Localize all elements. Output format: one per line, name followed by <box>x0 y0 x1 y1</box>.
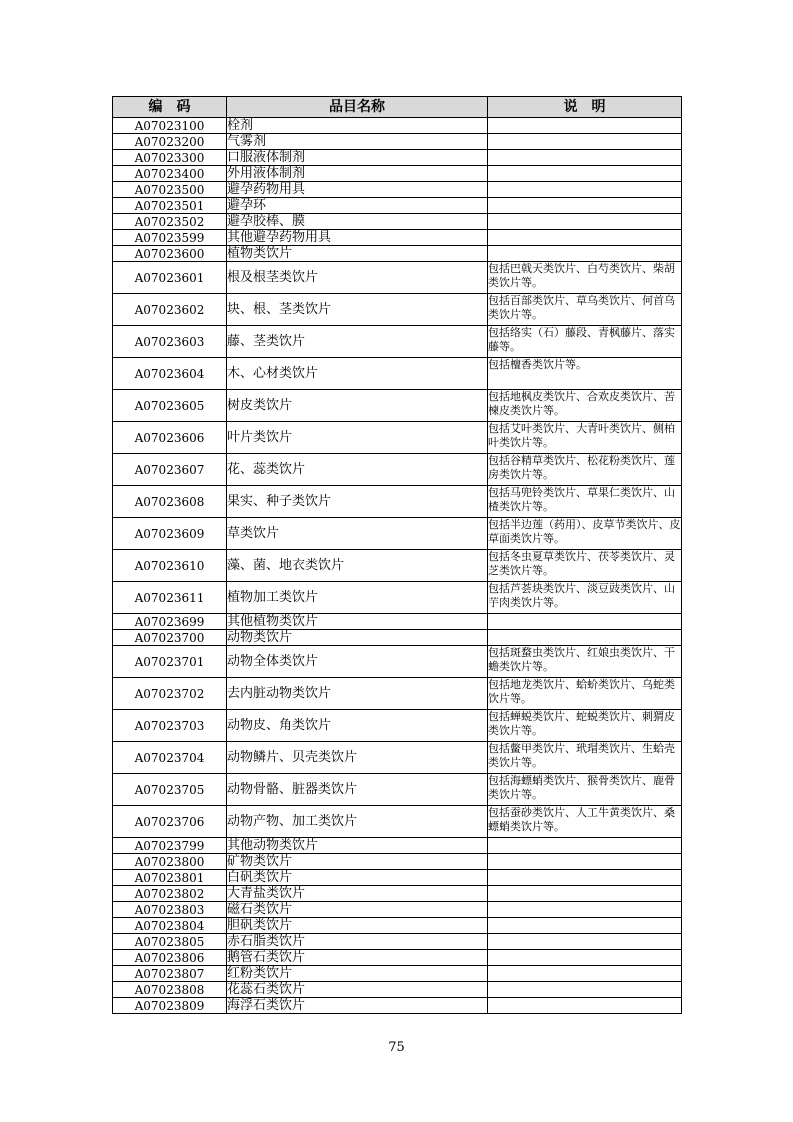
item-code: A07023603 <box>113 326 227 358</box>
table-row <box>113 518 682 550</box>
table-row <box>113 646 682 678</box>
table-row <box>113 678 682 710</box>
item-name: 其他避孕药物用具 <box>227 230 488 246</box>
catalog-table <box>112 96 682 1014</box>
item-code: A07023801 <box>113 870 227 886</box>
item-code: A07023799 <box>113 838 227 854</box>
item-description <box>488 902 682 918</box>
item-name: 藻、菌、地衣类饮片 <box>227 550 488 582</box>
item-description: 包括巴戟天类饮片、白芍类饮片、柴胡类饮片等。 <box>488 262 682 294</box>
item-description: 包括冬虫夏草类饮片、茯苓类饮片、灵芝类饮片等。 <box>488 550 682 582</box>
item-code: A07023600 <box>113 246 227 262</box>
item-code: A07023607 <box>113 454 227 486</box>
table-row <box>113 998 682 1014</box>
table-row <box>113 262 682 294</box>
item-name: 植物类饮片 <box>227 246 488 262</box>
item-code: A07023602 <box>113 294 227 326</box>
item-description <box>488 918 682 934</box>
table-row <box>113 486 682 518</box>
item-code: A07023609 <box>113 518 227 550</box>
item-description: 包括斑蝥虫类饮片、红娘虫类饮片、干蟾类饮片等。 <box>488 646 682 678</box>
item-description <box>488 870 682 886</box>
item-name: 动物鳞片、贝壳类饮片 <box>227 742 488 774</box>
item-name: 动物产物、加工类饮片 <box>227 806 488 838</box>
header-name: 品目名称 <box>227 97 488 118</box>
table-row <box>113 774 682 806</box>
item-code: A07023706 <box>113 806 227 838</box>
item-description <box>488 934 682 950</box>
item-code: A07023605 <box>113 390 227 422</box>
item-code: A07023608 <box>113 486 227 518</box>
item-description: 包括芦荟块类饮片、淡豆豉类饮片、山芋肉类饮片等。 <box>488 582 682 614</box>
item-description <box>488 214 682 230</box>
item-code: A07023807 <box>113 966 227 982</box>
item-description: 包括百部类饮片、草乌类饮片、何首乌类饮片等。 <box>488 294 682 326</box>
item-description <box>488 998 682 1014</box>
item-name: 避孕胶棒、膜 <box>227 214 488 230</box>
item-code: A07023501 <box>113 198 227 214</box>
table-row <box>113 630 682 646</box>
item-code: A07023804 <box>113 918 227 934</box>
item-description: 包括地枫皮类饮片、合欢皮类饮片、苦楝皮类饮片等。 <box>488 390 682 422</box>
item-code: A07023805 <box>113 934 227 950</box>
item-description: 包括络实（石）藤段、青枫藤片、落实藤等。 <box>488 326 682 358</box>
table-row <box>113 182 682 198</box>
item-name: 木、心材类饮片 <box>227 358 488 390</box>
item-name: 外用液体制剂 <box>227 166 488 182</box>
item-code: A07023610 <box>113 550 227 582</box>
item-description: 包括蝉蜕类饮片、蛇蜕类饮片、刺猬皮类饮片等。 <box>488 710 682 742</box>
item-code: A07023702 <box>113 678 227 710</box>
item-name: 块、根、茎类饮片 <box>227 294 488 326</box>
table-row <box>113 902 682 918</box>
item-name: 去内脏动物类饮片 <box>227 678 488 710</box>
item-description: 包括艾叶类饮片、大青叶类饮片、侧柏叶类饮片等。 <box>488 422 682 454</box>
item-name: 磁石类饮片 <box>227 902 488 918</box>
page-number: 75 <box>388 1040 405 1055</box>
item-code: A07023802 <box>113 886 227 902</box>
item-description <box>488 614 682 630</box>
item-code: A07023100 <box>113 118 227 134</box>
item-name: 白矾类饮片 <box>227 870 488 886</box>
item-code: A07023604 <box>113 358 227 390</box>
item-description: 包括檀香类饮片等。 <box>488 358 682 390</box>
item-code: A07023500 <box>113 182 227 198</box>
item-code: A07023800 <box>113 854 227 870</box>
item-name: 气雾剂 <box>227 134 488 150</box>
item-name: 动物类饮片 <box>227 630 488 646</box>
table-body <box>113 118 682 1014</box>
item-code: A07023611 <box>113 582 227 614</box>
table-row <box>113 806 682 838</box>
item-code: A07023809 <box>113 998 227 1014</box>
item-description <box>488 230 682 246</box>
item-name: 藤、茎类饮片 <box>227 326 488 358</box>
table-row <box>113 934 682 950</box>
table-row <box>113 326 682 358</box>
item-name: 动物全体类饮片 <box>227 646 488 678</box>
item-name: 草类饮片 <box>227 518 488 550</box>
item-name: 红粉类饮片 <box>227 966 488 982</box>
item-code: A07023599 <box>113 230 227 246</box>
table-row <box>113 454 682 486</box>
item-description <box>488 150 682 166</box>
item-code: A07023806 <box>113 950 227 966</box>
item-description <box>488 950 682 966</box>
item-name: 动物皮、角类饮片 <box>227 710 488 742</box>
item-description <box>488 134 682 150</box>
table-row <box>113 982 682 998</box>
item-description <box>488 886 682 902</box>
table-row <box>113 230 682 246</box>
item-code: A07023808 <box>113 982 227 998</box>
item-code: A07023400 <box>113 166 227 182</box>
table-row <box>113 550 682 582</box>
item-name: 花、蕊类饮片 <box>227 454 488 486</box>
item-description <box>488 198 682 214</box>
item-name: 避孕环 <box>227 198 488 214</box>
table-row <box>113 966 682 982</box>
table-row <box>113 294 682 326</box>
table-row <box>113 246 682 262</box>
item-description <box>488 630 682 646</box>
item-code: A07023502 <box>113 214 227 230</box>
table-row <box>113 614 682 630</box>
table-row <box>113 390 682 422</box>
item-code: A07023703 <box>113 710 227 742</box>
item-description <box>488 118 682 134</box>
item-name: 其他植物类饮片 <box>227 614 488 630</box>
item-code: A07023701 <box>113 646 227 678</box>
item-description: 包括海螵蛸类饮片、猴骨类饮片、鹿骨类饮片等。 <box>488 774 682 806</box>
header-desc: 说 明 <box>488 97 682 118</box>
item-description: 包括半边莲（药用）、皮草节类饮片、皮草面类饮片等。 <box>488 518 682 550</box>
item-description: 包括谷精草类饮片、松花粉类饮片、莲房类饮片等。 <box>488 454 682 486</box>
item-name: 赤石脂类饮片 <box>227 934 488 950</box>
item-name: 大青盐类饮片 <box>227 886 488 902</box>
item-name: 海浮石类饮片 <box>227 998 488 1014</box>
item-name: 口服液体制剂 <box>227 150 488 166</box>
item-code: A07023704 <box>113 742 227 774</box>
item-code: A07023699 <box>113 614 227 630</box>
item-code: A07023200 <box>113 134 227 150</box>
item-description <box>488 966 682 982</box>
item-code: A07023601 <box>113 262 227 294</box>
item-description: 包括鳖甲类饮片、玳瑁类饮片、生蛤壳类饮片等。 <box>488 742 682 774</box>
item-name: 胆矾类饮片 <box>227 918 488 934</box>
item-description <box>488 838 682 854</box>
item-code: A07023300 <box>113 150 227 166</box>
item-name: 果实、种子类饮片 <box>227 486 488 518</box>
item-name: 花蕊石类饮片 <box>227 982 488 998</box>
item-description <box>488 182 682 198</box>
table-row <box>113 134 682 150</box>
item-description: 包括马兜铃类饮片、草果仁类饮片、山楂类饮片等。 <box>488 486 682 518</box>
item-code: A07023803 <box>113 902 227 918</box>
item-name: 矿物类饮片 <box>227 854 488 870</box>
item-description <box>488 854 682 870</box>
table-row <box>113 854 682 870</box>
item-name: 叶片类饮片 <box>227 422 488 454</box>
table-row <box>113 838 682 854</box>
item-description: 包括地龙类饮片、蛤蚧类饮片、乌蛇类饮片等。 <box>488 678 682 710</box>
item-name: 树皮类饮片 <box>227 390 488 422</box>
table-row <box>113 198 682 214</box>
item-name: 鹅管石类饮片 <box>227 950 488 966</box>
item-description: 包括蚕砂类饮片、人工牛黄类饮片、桑螵蛸类饮片等。 <box>488 806 682 838</box>
table-row <box>113 422 682 454</box>
item-name: 动物骨骼、脏器类饮片 <box>227 774 488 806</box>
table-header-row <box>113 97 682 118</box>
item-name: 根及根茎类饮片 <box>227 262 488 294</box>
table-row <box>113 582 682 614</box>
item-code: A07023700 <box>113 630 227 646</box>
table-row <box>113 710 682 742</box>
item-name: 植物加工类饮片 <box>227 582 488 614</box>
table-row <box>113 358 682 390</box>
table-row <box>113 918 682 934</box>
item-name: 栓剂 <box>227 118 488 134</box>
table-row <box>113 150 682 166</box>
item-name: 避孕药物用具 <box>227 182 488 198</box>
table-row <box>113 166 682 182</box>
table-row <box>113 886 682 902</box>
item-description <box>488 246 682 262</box>
header-code: 编 码 <box>113 97 227 118</box>
item-code: A07023606 <box>113 422 227 454</box>
table-row <box>113 214 682 230</box>
table-row <box>113 870 682 886</box>
item-description <box>488 982 682 998</box>
table-row <box>113 118 682 134</box>
table-row <box>113 950 682 966</box>
table-row <box>113 742 682 774</box>
item-description <box>488 166 682 182</box>
item-code: A07023705 <box>113 774 227 806</box>
item-name: 其他动物类饮片 <box>227 838 488 854</box>
